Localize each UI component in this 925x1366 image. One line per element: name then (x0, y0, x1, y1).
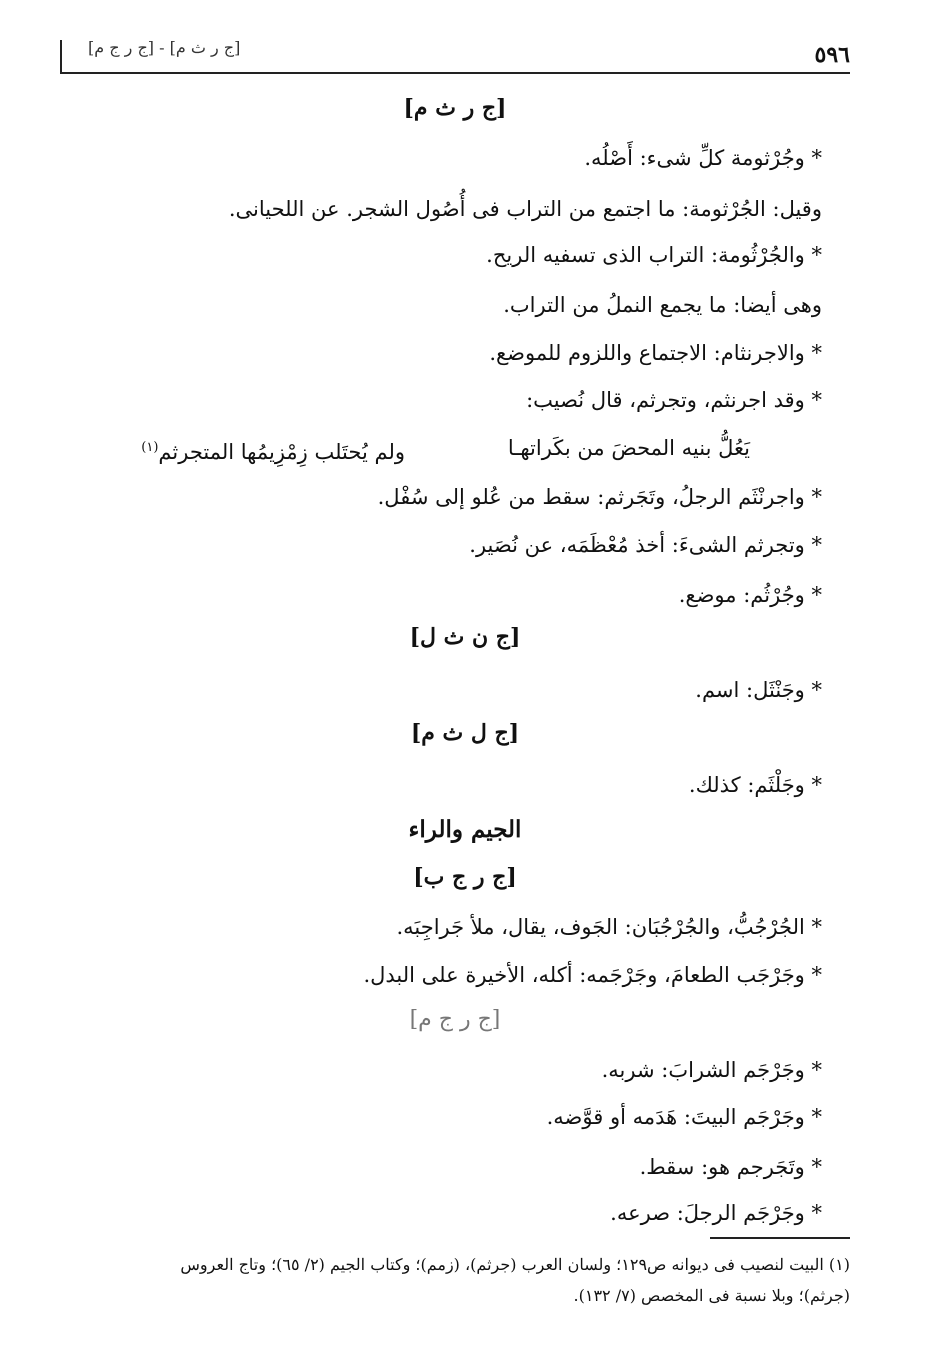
entry-line: * وجَنْثَل: اسم. (695, 678, 822, 702)
entry-line: * وجَرْجَم الشرابَ: شربه. (601, 1058, 822, 1082)
verse-second-text: ولم يُحتَلب زِمْزِيمُها المتجرثم (158, 440, 405, 464)
verse-second-hemistich (141, 433, 405, 467)
entry-line: * واجرنْثَم الرجلُ، وتَجَرثم: سقط من عُلو إلى سُفْل. (377, 485, 822, 509)
verse-first-hemistich: يَعُلُّ بنيه المحضَ من بكَراتهـا (507, 436, 750, 460)
header-rule (60, 72, 850, 74)
entry-line: * الجُرْجُبُّ، والجُرْجُبَان: الجَوف، يقال، ملأ جَراجِبَه. (396, 915, 822, 939)
footnote-line: (١) البيت لنصيب فى ديوانه ص١٢٩؛ ولسان العرب (جرثم)، (زمم)؛ وكتاب الجيم (٢/ ٦٥)؛ وتاج العروس (180, 1255, 850, 1274)
page-number: ٥٩٦ (814, 42, 850, 68)
entry-line: * وجَلْثَم: كذلك. (688, 773, 822, 797)
root-heading: [ج ل ث م] (410, 720, 520, 746)
entry-line: * وقد اجرنثم، وتجرثم، قال نُصيب: (526, 388, 822, 412)
footnote-mark: (١) (141, 440, 159, 455)
root-heading: [ج ر ج م] (409, 1007, 501, 1032)
entry-line: وهى أيضا: ما يجمع النملُ من التراب. (503, 293, 822, 317)
root-heading: [ج ن ث ل] (409, 624, 521, 650)
root-heading: [ج ر ث م] (403, 95, 507, 121)
entry-line: * وتجرثم الشىءَ: أخذ مُعْظَمَه، عن نُصَير. (469, 533, 822, 557)
root-heading: [ج ر ج ب] (413, 864, 517, 890)
footnote-rule (710, 1237, 850, 1239)
header-tick (60, 40, 62, 74)
page-header (60, 32, 850, 72)
section-heading: الجيم والراء (408, 816, 522, 843)
entry-line: * وجُرْثومة كلِّ شىء: أَصْلُه. (584, 146, 822, 170)
entry-line: * وجَرْجَم الرجلَ: صرعه. (610, 1201, 822, 1225)
entry-line: * وجَرْجَب الطعامَ، وجَرْجَمه: أكله، الأخيرة على البدل. (363, 963, 822, 987)
entry-line: * وجَرْجَم البيتَ: هَدَمه أو قوَّضه. (546, 1105, 822, 1129)
entry-line: * وتَجَرجم هو: سقط. (639, 1155, 822, 1179)
footnote-line: (جرثم)؛ وبلا نسبة فى المخصص (٧/ ١٣٢). (573, 1286, 850, 1305)
entry-line: * والجُرْثُومة: التراب الذى تسفيه الريح. (486, 243, 822, 267)
entry-line: * وجُرْثُم: موضع. (678, 583, 822, 607)
running-head: [ج ر ث م] - [ج ر ج م] (88, 38, 241, 57)
entry-line: وقيل: الجُرْثومة: ما اجتمع من التراب فى أُصُول الشجر. عن اللحيانى. (228, 197, 822, 221)
entry-line: * والاجرنثام: الاجتماع واللزوم للموضع. (489, 341, 822, 365)
